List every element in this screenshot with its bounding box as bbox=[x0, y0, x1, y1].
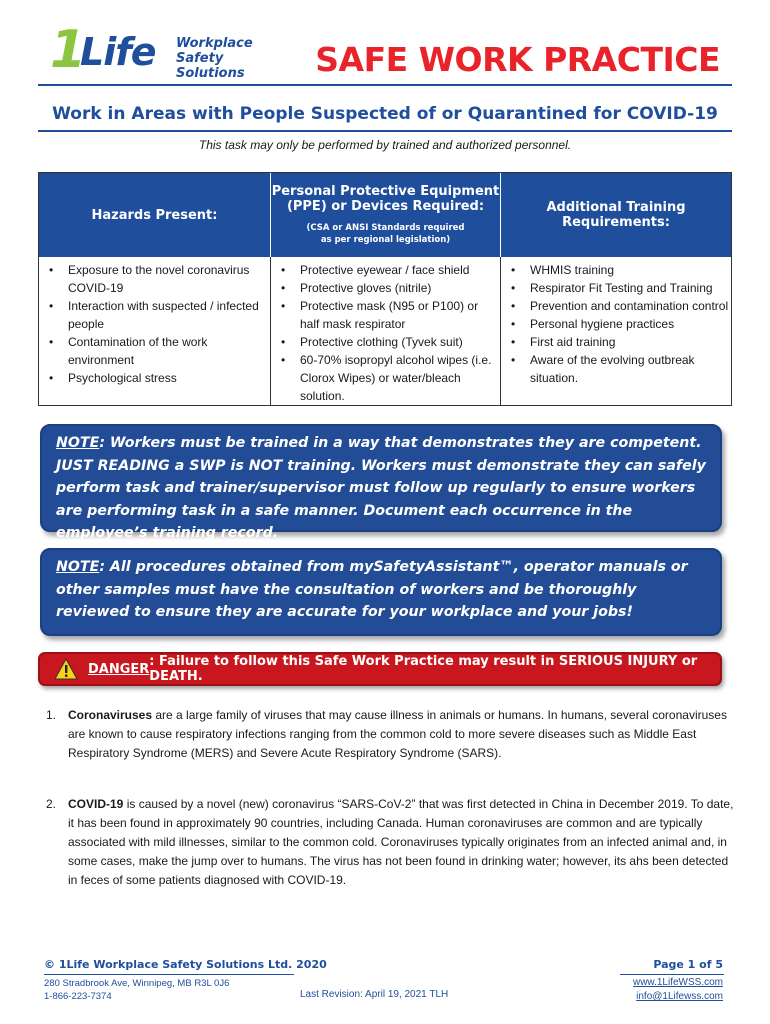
ppe-header-line1: Personal Protective Equipment bbox=[271, 184, 500, 199]
ppe-item: • Protective mask (N95 or P100) or half mask respirator bbox=[300, 297, 500, 333]
training-item: • First aid training bbox=[530, 333, 731, 351]
paragraph-number: 2. bbox=[46, 797, 57, 811]
ppe-item: • Protective clothing (Tyvek suit) bbox=[300, 333, 500, 351]
training-header-line2: Requirements: bbox=[562, 215, 670, 230]
ppe-item: • 60-70% isopropyl alcohol wipes (i.e. Clorox Wipes) or water/bleach solution. bbox=[300, 351, 500, 405]
footer-street: 280 Stradbrook Ave, Winnipeg, MB R3L 0J6 bbox=[44, 978, 230, 989]
document-title: SAFE WORK PRACTICE bbox=[315, 40, 720, 79]
note-label: NOTE bbox=[56, 559, 100, 575]
training-item: • Prevention and contamination control bbox=[530, 297, 731, 315]
hazards-cell bbox=[39, 257, 271, 405]
footer-copyright: © 1Life Workplace Safety Solutions Ltd. 2020 bbox=[44, 958, 327, 971]
ppe-header-standards bbox=[306, 222, 464, 246]
hazard-item: • Exposure to the novel coronavirus COVID-19 bbox=[68, 261, 270, 297]
hazard-item: • Contamination of the work environment bbox=[68, 333, 270, 369]
training-item: • Personal hygiene practices bbox=[530, 315, 731, 333]
consultation-note bbox=[40, 548, 722, 636]
hazard-table-body bbox=[39, 257, 731, 405]
logo-one: 1 bbox=[50, 20, 85, 80]
hazards-header-text: Hazards Present: bbox=[91, 207, 218, 223]
page-subtitle: Work in Areas with People Suspected of or Quarantined for COVID-19 bbox=[52, 104, 718, 124]
hazard-table bbox=[38, 172, 732, 406]
paragraph-covid19 bbox=[46, 795, 736, 890]
ppe-header bbox=[271, 173, 501, 257]
training-item: • Aware of the evolving outbreak situation. bbox=[530, 351, 731, 387]
training-item: • Respirator Fit Testing and Training bbox=[530, 279, 731, 297]
danger-text: : Failure to follow this Safe Work Practice may result in SERIOUS INJURY or DEATH. bbox=[149, 654, 698, 684]
footer-phone: 1-866-223-7374 bbox=[44, 991, 112, 1002]
paragraph-text: are a large family of viruses that may cause illness in animals or humans. In humans, several coronaviruses are known to cause respiratory infections ranging from the common cold to more severe diseases such as Middle East Respiratory Syndrome (MERS) and Severe Acute Respiratory Syndrome (SARS). bbox=[68, 708, 727, 760]
hazards-header bbox=[39, 173, 271, 257]
footer-links bbox=[633, 976, 723, 1004]
email-link[interactable]: info@1Lifewss.com bbox=[636, 991, 723, 1002]
header-rule bbox=[38, 84, 732, 86]
hazard-item: • Psychological stress bbox=[68, 369, 270, 387]
training-header-line1: Additional Training bbox=[546, 200, 686, 215]
training-note bbox=[40, 424, 722, 541]
paragraph-term: COVID-19 bbox=[68, 797, 124, 811]
warning-triangle-icon bbox=[54, 658, 78, 680]
note-label: NOTE bbox=[56, 435, 100, 451]
footer-rule bbox=[44, 974, 294, 975]
paragraph-text: is caused by a novel (new) coronavirus “SARS-CoV-2” that was first detected in China in December 2019. To date, it has been found in approximately 90 countries, including Canada. Human coronaviruses are common and are typically associated with mild illnesses, similar to the common cold. Coronaviruses typically originates from an infected animal and, in some cases, make the jump over to humans. The virus has not been found in drinking water; however, its ahs been detected in feces of some patients diagnosed with COVID-19. bbox=[68, 797, 734, 887]
ppe-standards-line2: as per regional legislation) bbox=[320, 235, 451, 245]
note-text: : All procedures obtained from mySafetyAssistant™, operator manuals or other samples must have the consultation of workers and be thoroughly reviewed to ensure they are accurate for your workplace and your jobs! bbox=[56, 559, 688, 620]
footer-rule-right bbox=[620, 974, 724, 975]
ppe-item: • Protective gloves (nitrile) bbox=[300, 279, 500, 297]
paragraph-number: 1. bbox=[46, 708, 57, 722]
footer-address bbox=[44, 977, 229, 1003]
training-header bbox=[501, 173, 731, 257]
logo-life: Life bbox=[80, 30, 156, 74]
logo-tag-line2: Safety Solutions bbox=[176, 51, 245, 81]
note-text: : Workers must be trained in a way that demonstrates they are competent. JUST READING a SWP is NOT training. Workers must demonstrate they can safely perform task and trainer/supervisor must follow up regularly to ensure workers are performing task in a safe manner. Document each occurrence in the employee’s training record. bbox=[56, 435, 706, 541]
subtitle-rule bbox=[38, 130, 732, 132]
page-number: Page 1 of 5 bbox=[653, 958, 723, 971]
ppe-cell bbox=[271, 257, 501, 405]
ppe-header-line2: (PPE) or Devices Required: bbox=[286, 199, 485, 214]
hazard-table-header bbox=[39, 173, 731, 257]
company-logo bbox=[50, 20, 290, 81]
footer-revision: Last Revision: April 19, 2021 TLH bbox=[300, 989, 449, 1000]
training-cell bbox=[501, 257, 731, 405]
authorization-note: This task may only be performed by trained and authorized personnel. bbox=[198, 138, 572, 152]
website-link[interactable]: www.1LifeWSS.com bbox=[632, 977, 723, 988]
ppe-item: • Protective eyewear / face shield bbox=[300, 261, 500, 279]
ppe-standards-line1: (CSA or ANSI Standards required bbox=[306, 223, 465, 233]
danger-banner bbox=[38, 652, 722, 686]
paragraph-term: Coronaviruses bbox=[68, 708, 153, 722]
paragraph-coronaviruses bbox=[46, 706, 736, 763]
danger-label: DANGER bbox=[88, 661, 150, 677]
logo-tag-line1: Workplace bbox=[176, 36, 253, 51]
training-item: • WHMIS training bbox=[530, 261, 731, 279]
logo-tagline bbox=[176, 36, 290, 81]
hazard-item: • Interaction with suspected / infected people bbox=[68, 297, 270, 333]
